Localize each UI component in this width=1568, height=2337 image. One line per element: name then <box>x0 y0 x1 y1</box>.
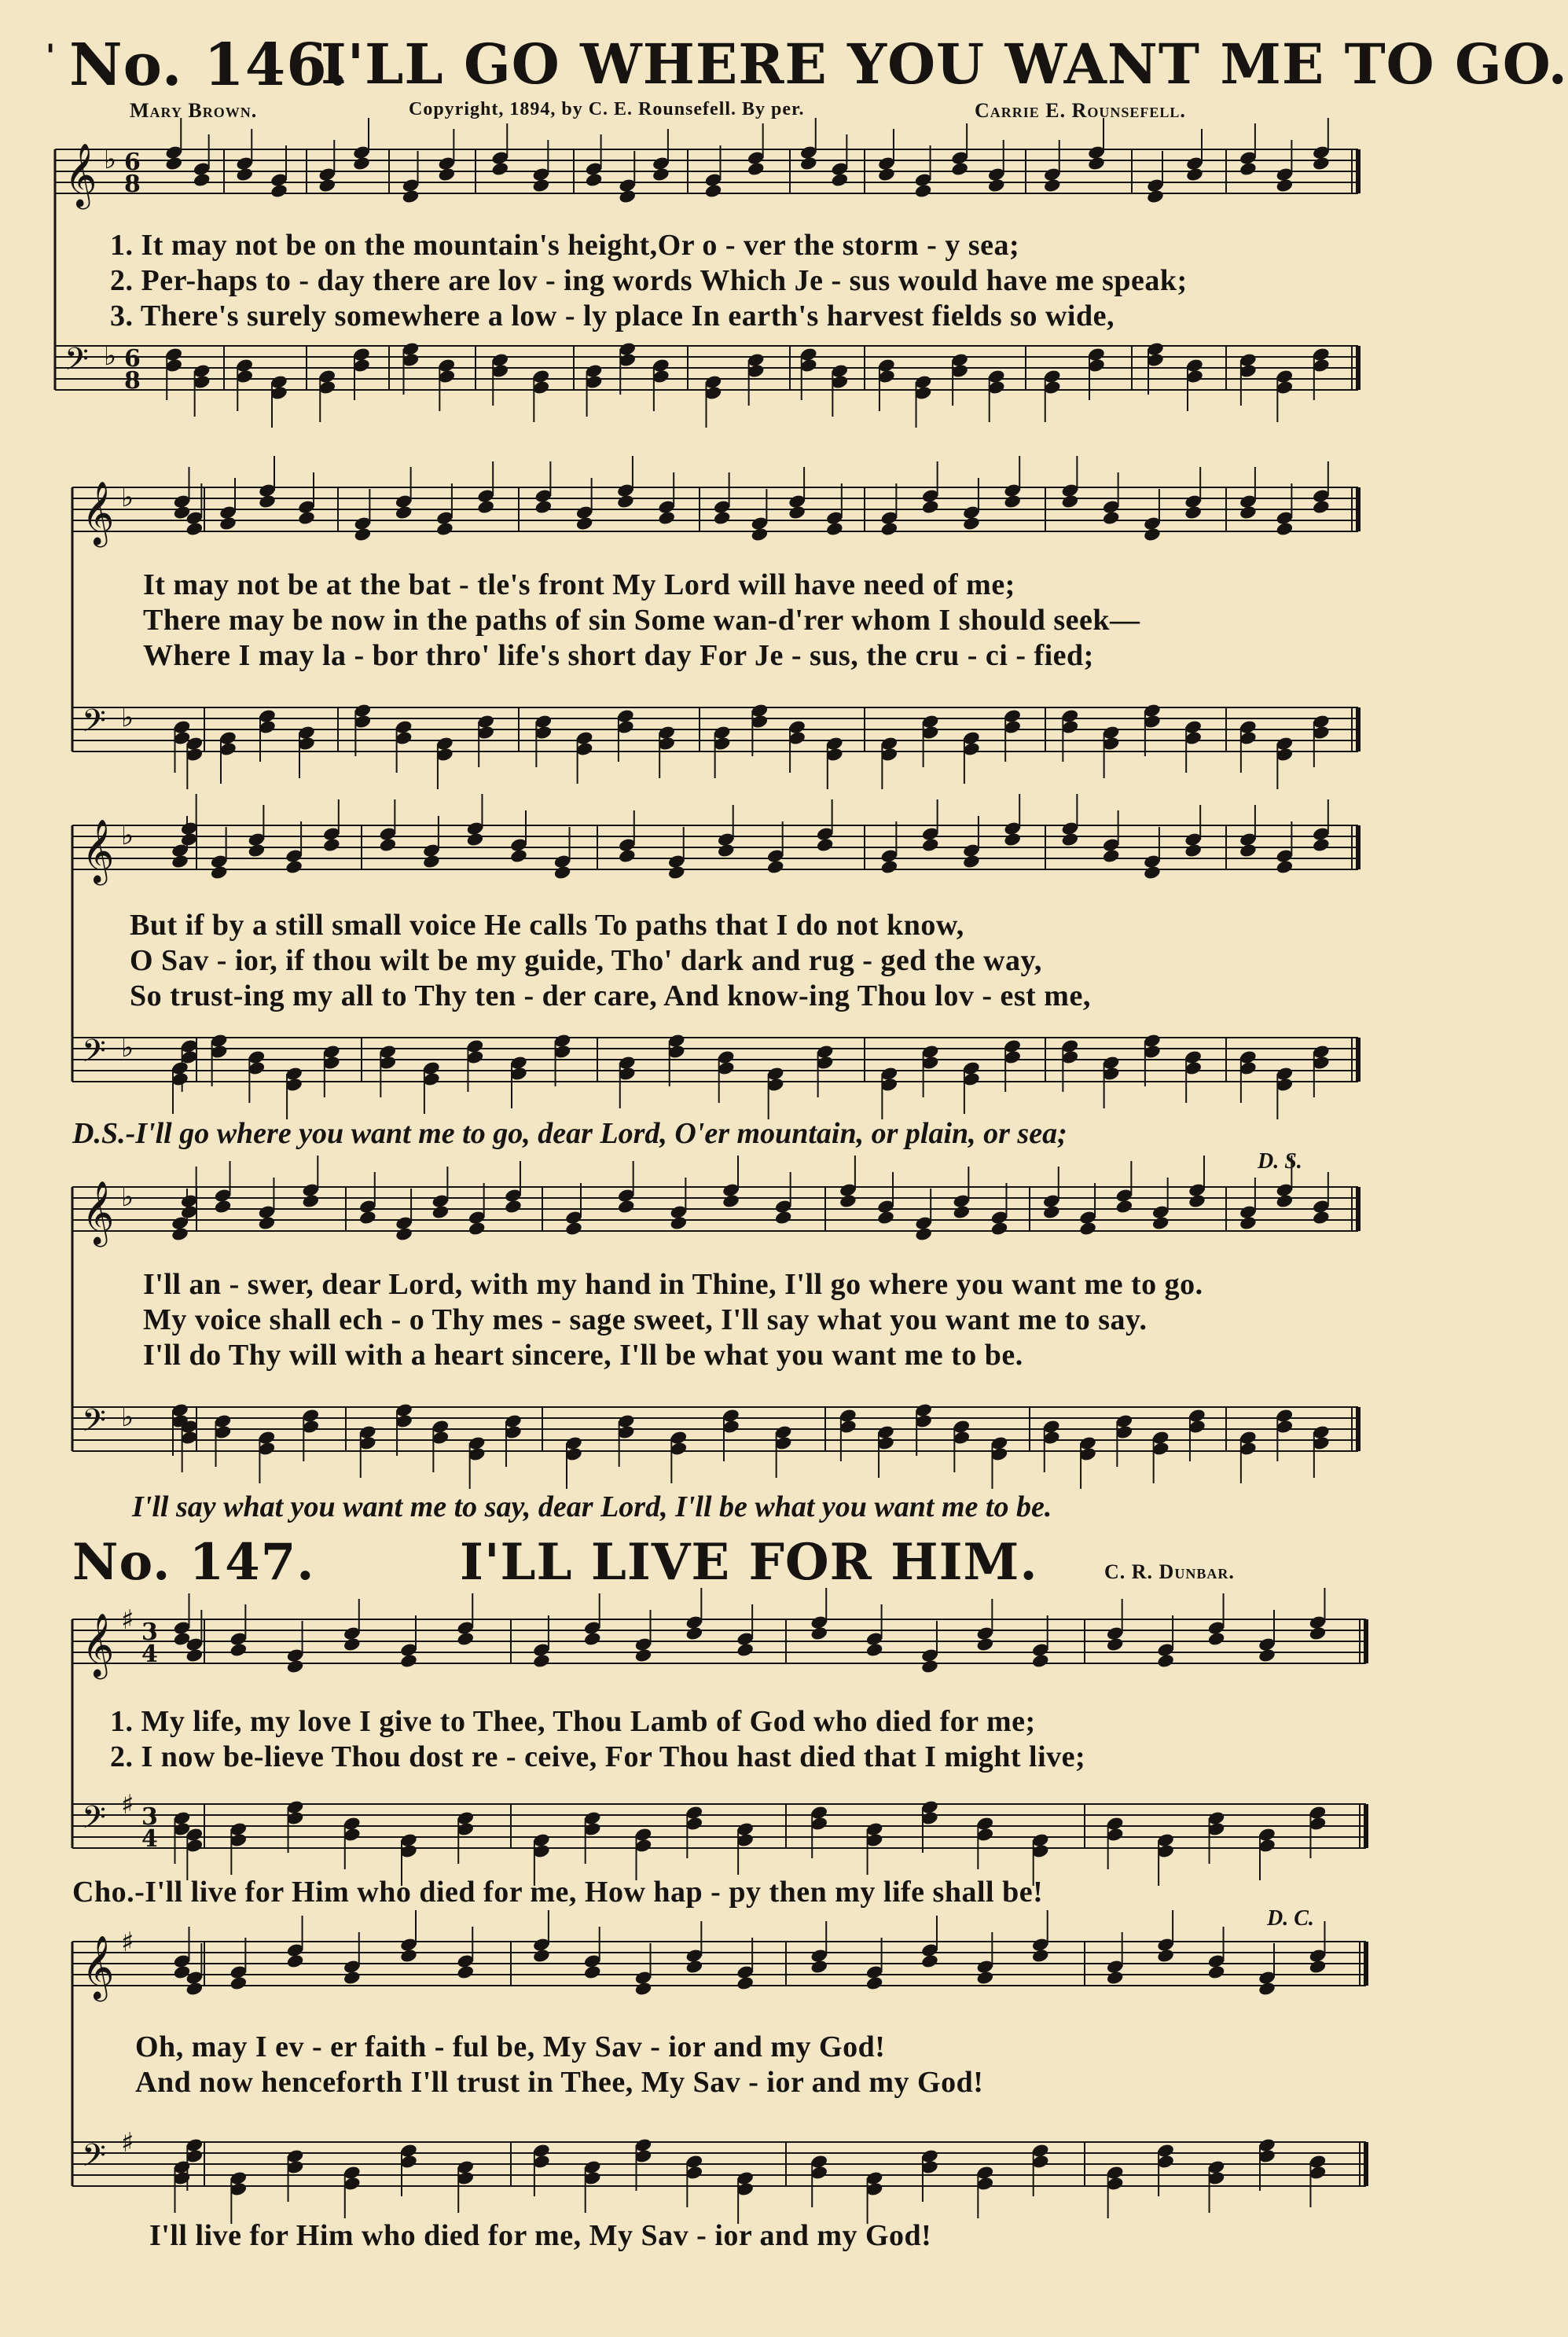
note-head <box>685 1959 704 1975</box>
note-head <box>1143 865 1162 880</box>
note-head <box>297 510 316 526</box>
h146-ds-line: D.S.-I'll go where you want me to go, dear Lord, O'er mountain, or plain, or sea; <box>72 1117 1067 1150</box>
h146-s4-verse2: My voice shall ech - o Thy mes - sage sweet, I'll say what you want me to say. <box>143 1303 1148 1336</box>
note-head <box>766 859 785 875</box>
note-head <box>402 189 420 204</box>
note-head <box>171 1226 189 1242</box>
note-head <box>1276 521 1294 537</box>
note-head <box>652 167 670 182</box>
note-head <box>865 1642 884 1658</box>
note-head <box>634 1981 653 1997</box>
flat-sign-icon: ♭ <box>121 820 134 851</box>
note-head <box>1061 494 1080 509</box>
note-head <box>616 494 635 509</box>
note-head <box>575 516 594 531</box>
note-head <box>1185 167 1204 182</box>
note-head <box>164 156 183 171</box>
h147-dc-mark: D. C. <box>1267 1906 1314 1931</box>
note-head <box>717 843 736 858</box>
note-head <box>302 1193 321 1209</box>
note-head <box>1143 527 1162 542</box>
note-head <box>1156 1948 1175 1964</box>
note-head <box>248 843 266 858</box>
h146-s2-verse2: There may be now in the paths of sin Some wan-d'rer whom I should seek— <box>143 604 1140 637</box>
h146-s4-verse1: I'll an - swer, dear Lord, with my hand in Thine, I'll go where you want me to go. <box>143 1268 1203 1301</box>
note-head <box>422 854 441 869</box>
note-head <box>810 1959 828 1975</box>
hymn-146-composer: Carrie E. Rounsefell. <box>975 99 1186 122</box>
note-head <box>618 189 637 204</box>
treble-clef-icon: 𝄞 <box>64 142 97 207</box>
note-head <box>880 521 899 537</box>
note-head <box>285 859 303 875</box>
note-head <box>810 1626 828 1641</box>
note-head <box>1239 843 1258 858</box>
note-head <box>1309 1959 1327 1975</box>
note-head <box>431 1204 450 1220</box>
note-head <box>352 156 371 171</box>
note-head <box>504 1199 523 1214</box>
note-head <box>1043 178 1062 193</box>
note-head <box>825 521 844 537</box>
hymn-147-number: No. 147. <box>72 1533 315 1592</box>
note-head <box>456 1964 475 1980</box>
time-signature-top: 6 <box>124 149 141 176</box>
note-head <box>343 1637 362 1652</box>
note-head <box>657 510 676 526</box>
note-head <box>583 1631 602 1647</box>
note-head <box>270 183 288 199</box>
note-head <box>799 156 818 171</box>
flat-sign-icon: ♭ <box>121 1032 134 1064</box>
time-signature-bottom: 4 <box>141 1641 158 1668</box>
bass-clef-icon: 𝄢 <box>82 703 106 747</box>
note-head <box>1003 494 1022 509</box>
bass-clef-icon: 𝄢 <box>82 1033 106 1077</box>
note-head <box>920 1953 939 1969</box>
note-head <box>990 1221 1009 1236</box>
h146-s1-verse3: 3. There's surely somewhere a low - ly place In earth's harvest fields so wide, <box>110 299 1114 333</box>
note-head <box>1106 1637 1125 1652</box>
note-head <box>583 1964 602 1980</box>
note-head <box>976 1637 995 1652</box>
note-head <box>1087 156 1106 171</box>
sharp-sign-icon: ♯ <box>121 1927 134 1958</box>
note-head <box>1239 1215 1258 1231</box>
h147-s1-verse1: 1. My life, my love I give to Thee, Thou Lamb of God who died for me; <box>110 1705 1036 1738</box>
note-head <box>230 1975 248 1991</box>
h146-s2-verse3: Where I may la - bor thro' life's short day For Je - sus, the cru - ci - fied; <box>143 639 1094 672</box>
h147-s2-verse1: Oh, may I ev - er faith - ful be, My Sav - ior and my God! <box>135 2030 886 2063</box>
note-head <box>962 516 981 531</box>
note-head <box>1115 1199 1134 1214</box>
note-head <box>747 161 766 177</box>
note-head <box>1312 499 1331 515</box>
note-head <box>230 1642 248 1658</box>
note-head <box>1146 189 1165 204</box>
bass-clef-icon: 𝄢 <box>82 1799 106 1843</box>
note-head <box>1188 1193 1206 1209</box>
flat-sign-icon: ♭ <box>121 1402 134 1433</box>
note-head <box>1207 1631 1226 1647</box>
time-signature-top: 6 <box>124 345 141 373</box>
note-head <box>1031 1948 1050 1964</box>
note-head <box>1312 1210 1331 1225</box>
note-head <box>722 1193 740 1209</box>
sharp-sign-icon: ♯ <box>121 1789 134 1821</box>
note-head <box>987 178 1006 193</box>
note-head <box>354 527 373 542</box>
hymn-146-title: I'LL GO WHERE YOU WANT ME TO GO. <box>321 31 1568 97</box>
note-head <box>185 521 204 537</box>
flat-sign-icon: ♭ <box>121 1181 134 1213</box>
h147-closing-line: I'll live for Him who died for me, My Sav - ior and my God! <box>149 2219 932 2252</box>
note-head <box>509 848 528 864</box>
h147-s1-verse2: 2. I now be-lieve Thou dost re - ceive, For Thou hast died that I might live; <box>110 1740 1086 1773</box>
note-head <box>685 1626 704 1641</box>
note-head <box>358 1210 377 1225</box>
note-head <box>399 1653 418 1669</box>
note-head <box>1003 832 1022 847</box>
flat-sign-icon: ♭ <box>104 144 117 175</box>
note-head <box>816 837 835 853</box>
note-head <box>490 161 509 177</box>
note-head <box>210 865 229 880</box>
hymn-147-title: I'LL LIVE FOR HIM. <box>460 1533 1038 1592</box>
note-head <box>751 527 769 542</box>
treble-clef-icon: 𝄞 <box>82 480 115 545</box>
note-head <box>258 1215 277 1231</box>
note-head <box>736 1642 755 1658</box>
note-head <box>1184 505 1203 520</box>
note-head <box>1151 1215 1170 1231</box>
note-head <box>876 1210 895 1225</box>
note-head <box>1102 848 1121 864</box>
note-head <box>466 832 485 847</box>
treble-clef-icon: 𝄞 <box>82 1612 115 1677</box>
note-head <box>286 1659 305 1674</box>
note-head <box>774 1210 793 1225</box>
time-signature-top: 3 <box>141 1619 158 1646</box>
treble-clef-icon: 𝄞 <box>82 1180 115 1244</box>
flat-sign-icon: ♭ <box>121 482 134 513</box>
note-head <box>1239 161 1258 177</box>
note-head <box>914 1226 933 1242</box>
note-head <box>553 865 572 880</box>
note-head <box>343 1970 362 1986</box>
note-head <box>185 1648 204 1663</box>
h146-s3-verse3: So trust-ing my all to Thy ten - der care, And know-ing Thou lov - est me, <box>130 979 1091 1012</box>
h146-s3-verse2: O Sav - ior, if thou wilt be my guide, Tho' dark and rug - ged the way, <box>130 944 1042 977</box>
page-corner-mark: ' <box>46 38 56 75</box>
time-signature-bottom: 8 <box>124 367 141 395</box>
note-head <box>839 1193 857 1209</box>
note-head <box>831 172 850 188</box>
note-head <box>1078 1221 1097 1236</box>
note-head <box>880 859 899 875</box>
note-head <box>865 1975 884 1991</box>
note-head <box>193 172 211 188</box>
note-head <box>1156 1653 1175 1669</box>
bass-clef-icon: 𝄢 <box>82 2137 106 2181</box>
flat-sign-icon: ♭ <box>121 702 134 733</box>
note-head <box>877 167 896 182</box>
note-head <box>953 1204 971 1220</box>
note-head <box>1276 859 1294 875</box>
hymn-146-lyricist: Mary Brown. <box>130 99 258 122</box>
note-head <box>235 167 254 182</box>
note-head <box>920 1659 939 1674</box>
note-head <box>921 499 940 515</box>
note-head <box>1258 1981 1276 1997</box>
note-head <box>1239 505 1258 520</box>
note-head <box>921 837 940 853</box>
note-head <box>1312 156 1331 171</box>
time-signature-bottom: 8 <box>124 171 141 198</box>
note-head <box>171 854 189 869</box>
note-head <box>564 1221 583 1236</box>
note-head <box>185 1981 204 1997</box>
note-head <box>1102 510 1121 526</box>
note-head <box>1106 1970 1125 1986</box>
note-head <box>218 516 237 531</box>
note-head <box>634 1648 653 1663</box>
h146-s1-verse2: 2. Per-haps to - day there are lov - ing words Which Je - sus would have me speak; <box>110 264 1188 297</box>
note-head <box>395 505 413 520</box>
h146-s1-verse1: 1. It may not be on the mountain's height,Or o - ver the storm - y sea; <box>110 229 1020 262</box>
note-head <box>667 865 686 880</box>
note-head <box>736 1975 755 1991</box>
bass-clef-icon: 𝄢 <box>64 341 89 385</box>
note-head <box>399 1948 418 1964</box>
note-head <box>438 167 457 182</box>
note-head <box>788 505 806 520</box>
note-head <box>214 1199 233 1214</box>
note-head <box>318 178 336 193</box>
note-head <box>618 848 637 864</box>
note-head <box>1276 1193 1294 1209</box>
note-head <box>322 837 341 853</box>
h146-closing-line: I'll say what you want me to say, dear Lord, I'll be what you want me to be. <box>132 1490 1052 1523</box>
note-head <box>950 161 969 177</box>
h147-s2-verse2: And now henceforth I'll trust in Thee, My Sav - ior and my God! <box>135 2066 984 2099</box>
hymn-147-composer: C. R. Dunbar. <box>1104 1560 1235 1583</box>
note-head <box>1031 1653 1050 1669</box>
note-head <box>1061 832 1080 847</box>
note-head <box>532 1653 551 1669</box>
note-head <box>258 494 277 509</box>
note-head <box>617 1199 636 1214</box>
note-head <box>670 1215 689 1231</box>
note-head <box>286 1953 305 1969</box>
note-head <box>976 1970 995 1986</box>
h146-ds-mark: D. S. <box>1258 1149 1302 1174</box>
hymn-146-number: No. 146. <box>69 31 349 99</box>
h146-s4-verse3: I'll do Thy will with a heart sincere, I'll be what you want me to be. <box>143 1339 1023 1372</box>
note-head <box>585 172 604 188</box>
note-head <box>713 510 732 526</box>
note-head <box>395 1226 413 1242</box>
h146-s2-verse1: It may not be at the bat - tle's front My Lord will have need of me; <box>143 568 1015 601</box>
note-head <box>1258 1648 1276 1663</box>
note-head <box>379 837 398 853</box>
bass-clef-icon: 𝄢 <box>82 1402 106 1446</box>
treble-clef-icon: 𝄞 <box>82 818 115 883</box>
time-signature-bottom: 4 <box>141 1825 158 1853</box>
note-head <box>962 854 981 869</box>
note-head <box>704 183 723 199</box>
hymn-146-copyright: Copyright, 1894, by C. E. Rounsefell. By per. <box>409 99 805 119</box>
sharp-sign-icon: ♯ <box>121 1604 134 1636</box>
note-head <box>1312 837 1331 853</box>
treble-clef-icon: 𝄞 <box>82 1935 115 1999</box>
note-head <box>468 1221 487 1236</box>
note-head <box>456 1631 475 1647</box>
h146-s3-verse1: But if by a still small voice He calls To paths that I do not know, <box>130 909 964 942</box>
note-head <box>534 499 553 515</box>
time-signature-top: 3 <box>141 1803 158 1831</box>
note-head <box>1042 1204 1061 1220</box>
note-head <box>532 178 551 193</box>
note-head <box>435 521 454 537</box>
h147-chorus-line: Cho.-I'll live for Him who died for me, How hap - py then my life shall be! <box>72 1876 1044 1909</box>
note-head <box>1309 1626 1327 1641</box>
flat-sign-icon: ♭ <box>104 340 117 372</box>
note-head <box>476 499 495 515</box>
note-head <box>914 183 933 199</box>
note-head <box>532 1948 551 1964</box>
note-head <box>1184 843 1203 858</box>
note-head <box>1276 178 1294 193</box>
note-head <box>1207 1964 1226 1980</box>
sharp-sign-icon: ♯ <box>121 2127 134 2159</box>
